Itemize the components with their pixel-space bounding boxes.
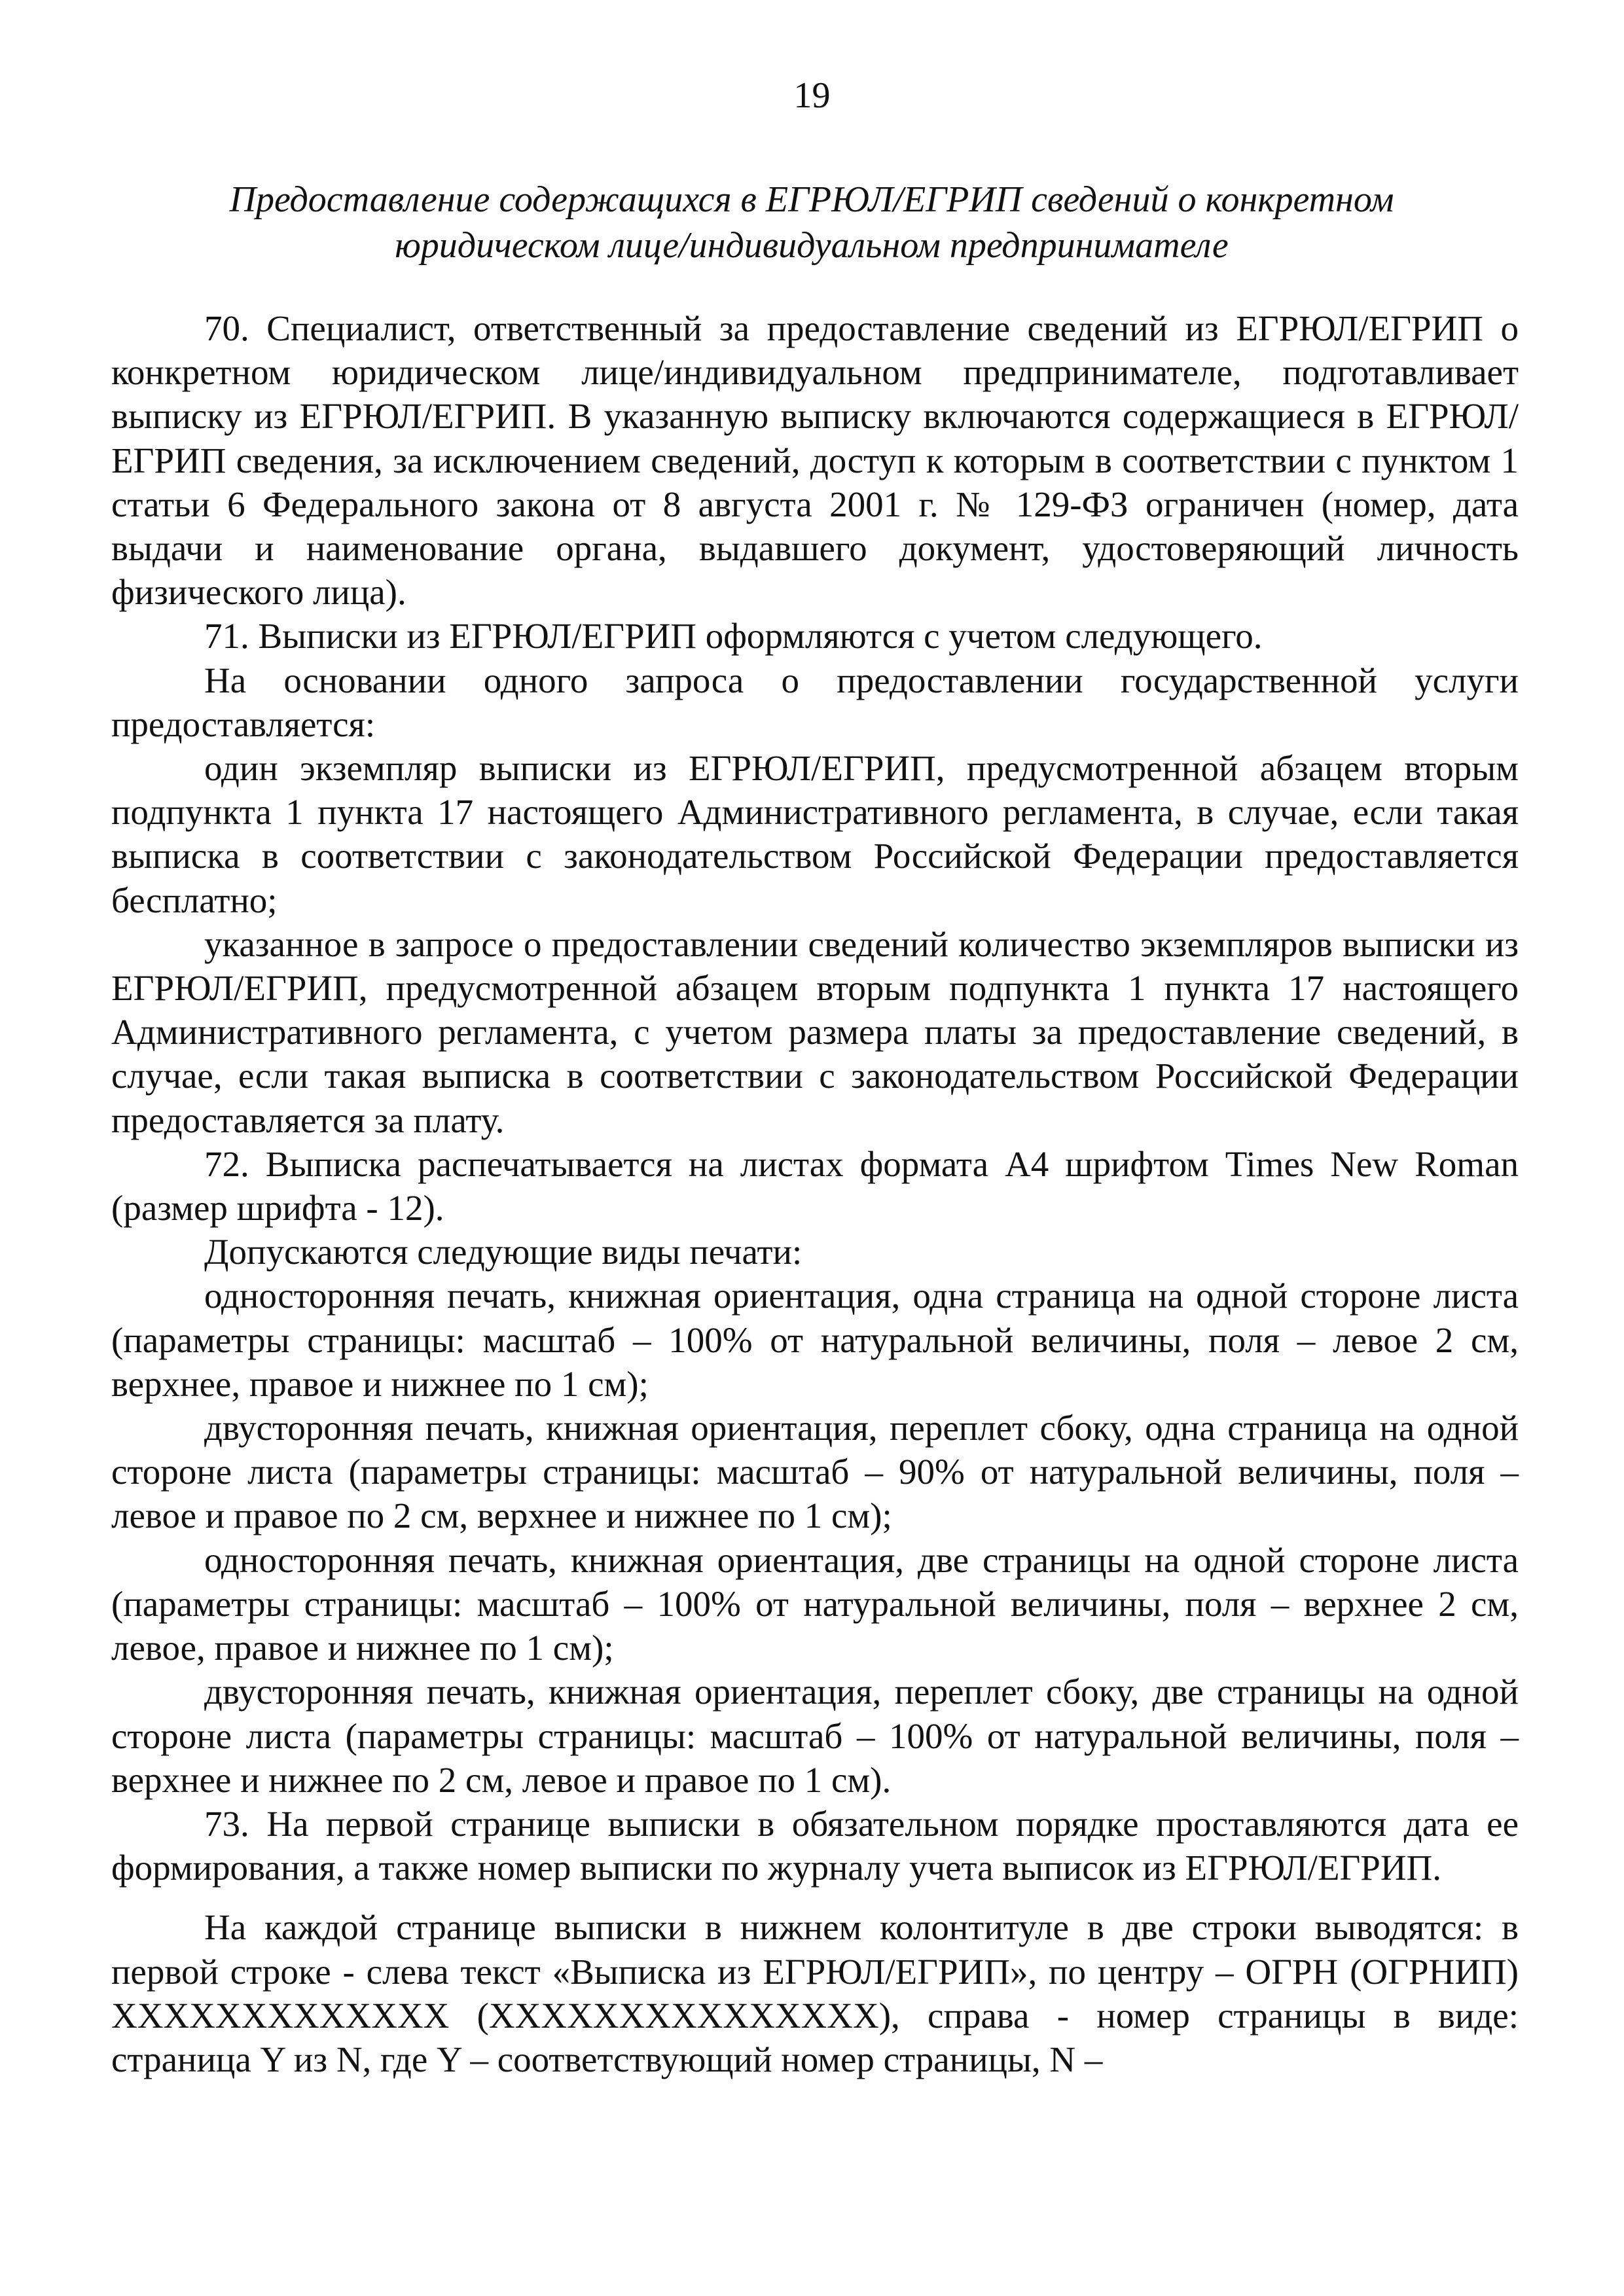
paragraph-72-print-option-1: односторонняя печать, книжная ориентация, одна страница на одной стороне листа (параметры страницы: масштаб – 100% от натуральной величины, поля – левое 2 см, верхнее, правое и нижнее по 1 см); (111, 1276, 1519, 1404)
paragraph-72-print-option-2: двусторонняя печать, книжная ориентация, переплет сбоку, одна страница на одной стороне листа (параметры страницы: масштаб – 90% от натуральной величины, поля – левое и правое по 2 см, верхнее и нижнее по 1 см); (111, 1408, 1519, 1536)
document-body (111, 306, 1519, 2081)
paragraph-71: 71. Выписки из ЕГРЮЛ/ЕГРИП оформляются с учетом следующего. (204, 616, 1263, 656)
paragraph-72-print-option-4: двусторонняя печать, книжная ориентация, переплет сбоку, две страницы на одной стороне листа (параметры страницы: масштаб – 100% от натуральной величины, поля – верхнее и нижнее по 2 см, левое и правое по 1 см). (111, 1672, 1519, 1800)
paragraph-73: 73. На первой странице выписки в обязательном порядке проставляются дата ее формирования, а также номер выписки по журналу учета выписок из ЕГРЮЛ/ЕГРИП. (111, 1803, 1519, 1888)
paragraph-71-paid-copies: указанное в запросе о предоставлении сведений количество экземпляров выписки из ЕГРЮЛ/ЕГРИП, предусмотренной абзацем вторым подпункта 1 пункта 17 настоящего Административного регламента, с учетом размера платы за предоставление сведений, в случае, если такая выписка в соответствии с законодательством Российской Федерации предоставляется за плату. (111, 924, 1519, 1140)
paragraph-72-print-types: Допускаются следующие виды печати: (204, 1232, 803, 1272)
paragraph-73-footer: На каждой странице выписки в нижнем колонтитуле в две строки выводятся: в первой строке - слева текст «Выписка из ЕГРЮЛ/ЕГРИП», по центру – ОГРН (ОГРНИП) XXXXXXXXXXXXX (XXXXXXXXXXXXXXX), справа - номер страницы в виде: страница Y из N, где Y – соответствующий номер страницы, N – (111, 1907, 1519, 2079)
paragraph-70: 70. Специалист, ответственный за предоставление сведений из ЕГРЮЛ/ЕГРИП о конкретном юридическом лице/индивидуальном предпринимателе, подготавливает выписку из ЕГРЮЛ/ЕГРИП. В указанную выписку включаются содержащиеся в ЕГРЮЛ/ЕГРИП сведения, за исключением сведений, доступ к которым в соответствии с пунктом 1 статьи 6 Федерального закона от 8 августа 2001 г. № 129-ФЗ ограничен (номер, дата выдачи и наименование органа, выдавшего документ, удостоверяющий личность физического лица). (111, 308, 1519, 613)
paragraph-71-free-copy: один экземпляр выписки из ЕГРЮЛ/ЕГРИП, предусмотренной абзацем вторым подпункта 1 пункта 17 настоящего Административного регламента, в случае, если такая выписка в соответствии с законодательством Российской Федерации предоставляется бесплатно; (111, 748, 1519, 920)
page-number: 19 (793, 75, 831, 116)
paragraph-71-basis: На основании одного запроса о предоставлении государственной услуги предоставляется: (111, 660, 1519, 744)
paragraph-72: 72. Выписка распечатывается на листах формата А4 шрифтом Times New Roman (размер шрифта - 12). (111, 1143, 1519, 1229)
paragraph-72-print-option-3: односторонняя печать, книжная ориентация, две страницы на одной стороне листа (параметры страницы: масштаб – 100% от натуральной величины, поля – верхнее 2 см, левое, правое и нижнее по 1 см); (111, 1539, 1519, 1668)
section-title: Предоставление содержащихся в ЕГРЮЛ/ЕГРИП сведений о конкретном юридическом лице/индивидуальном предпринимателе (229, 179, 1394, 266)
